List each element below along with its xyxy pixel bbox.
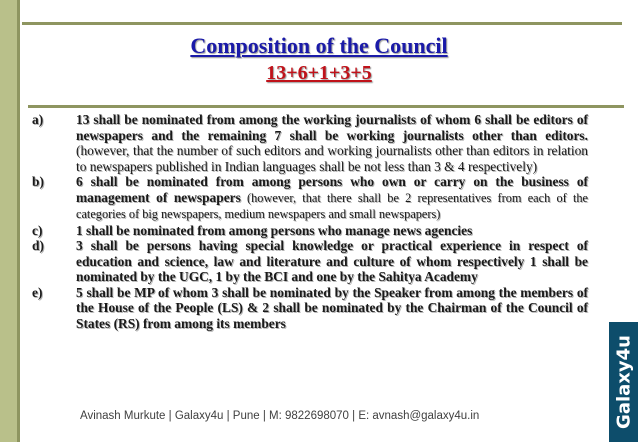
item-note-text: (however, that there shall be 2 representatives from each of the categories of big newspapers, medium newspapers and small newspapers) bbox=[76, 190, 588, 221]
item-letter: d) bbox=[32, 238, 44, 253]
composition-formula: 13+6+1+3+5 bbox=[266, 62, 372, 84]
top-divider bbox=[22, 22, 622, 25]
item-letter: b) bbox=[32, 174, 44, 189]
item-text bbox=[76, 223, 588, 239]
item-text bbox=[76, 238, 588, 285]
list-item bbox=[32, 238, 588, 285]
list-item bbox=[32, 112, 588, 174]
item-text bbox=[76, 285, 588, 332]
list-item bbox=[32, 174, 588, 223]
item-letter: a) bbox=[32, 112, 44, 127]
item-note-text: (however, that the number of such editors and working journalists other than editors in relation to newspapers published in Indian languages shall be not less than 3 & 4 respectively) bbox=[76, 143, 588, 174]
item-letter: c) bbox=[32, 222, 43, 238]
title-divider bbox=[28, 105, 624, 108]
list-item bbox=[32, 285, 588, 332]
slide-title: Composition of the Council bbox=[190, 33, 448, 58]
item-text bbox=[76, 112, 588, 174]
composition-list bbox=[32, 112, 588, 331]
item-bold-text: 6 shall be nominated from among persons who own or carry on the business of management of newspapers bbox=[76, 174, 588, 205]
footer-contact: Avinash Murkute | Galaxy4u | Pune | M: 9822698070 | E: avnash@galaxy4u.in bbox=[80, 410, 480, 422]
item-letter: e) bbox=[32, 284, 43, 300]
logo-text: Galaxy4u bbox=[613, 335, 634, 429]
item-bold-text: 3 shall be persons having special knowledge or practical experience in respect of education and science, law and literature and culture of whom respectively 1 shall be nominated by the UGC, 1 by the BCI and one by the Sahitya Academy bbox=[76, 238, 588, 284]
item-bold-text: 13 shall be nominated from among the working journalists of whom 6 shall be editors of newspapers and the remaining 7 shall be working journalists other than editors. bbox=[76, 112, 588, 143]
item-bold-text: 5 shall be MP of whom 3 shall be nominated by the Speaker from among the members of the House of the People (LS) & 2 shall be nominated by the Chairman of the Council of States (RS) from among its members bbox=[76, 284, 588, 331]
item-text bbox=[76, 174, 588, 223]
list-item bbox=[32, 223, 588, 239]
item-bold-text: 1 shall be nominated from among persons who manage news agencies bbox=[76, 222, 473, 238]
galaxy4u-logo bbox=[609, 322, 638, 442]
